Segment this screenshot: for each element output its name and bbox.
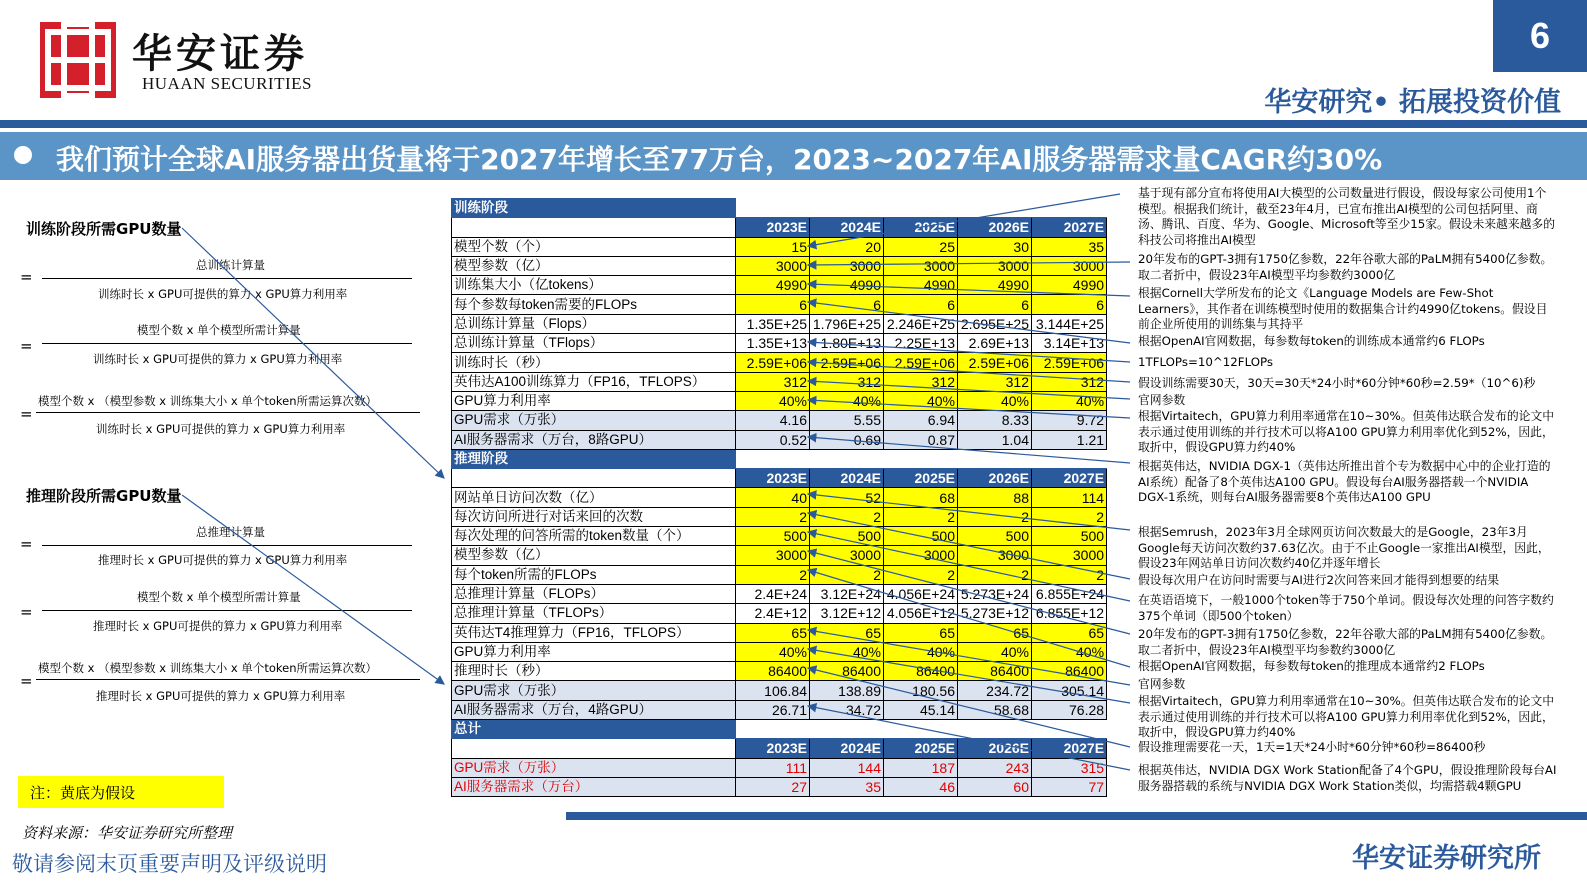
- assumption-note: 注：黄底为假设: [18, 776, 224, 808]
- table-cell: 40%: [810, 391, 884, 410]
- table-cell: 500: [736, 527, 810, 546]
- year-cell: 2027E: [1032, 218, 1107, 237]
- table-cell: 60: [958, 777, 1032, 796]
- footer-brand: 华安证券研究所: [1352, 843, 1541, 874]
- note-item: 1TFLOPs=10^12FLOPs: [1138, 355, 1274, 369]
- table-cell: 3000: [736, 546, 810, 565]
- table-cell: 312: [736, 372, 810, 391]
- row-label: AI服务器需求（万台）: [452, 777, 736, 796]
- table-cell: 2: [810, 507, 884, 526]
- note-item: 根据Semrush，2023年3月全球网页访问次数最大的是Google，23年3月Google每天访问次数约37.63亿次。由于不止Google一家推出AI模型，因此，假设23年网站单日访问次数约40亿并逐年增长: [1138, 525, 1550, 570]
- formula-denominator: 推理时长 x GPU可提供的算力 x GPU算力利用率: [96, 689, 346, 703]
- section-label: 训练阶段: [452, 199, 736, 218]
- formula-denominator: 训练时长 x GPU可提供的算力 x GPU算力利用率: [96, 422, 346, 436]
- table-cell: 2: [1032, 565, 1107, 584]
- table-cell: 500: [884, 527, 958, 546]
- inference-formula-heading: 推理阶段所需GPU数量: [26, 487, 182, 505]
- row-label: 英伟达A100训练算力（FP16，TFLOPS）: [452, 372, 736, 391]
- table-cell: 86400: [736, 662, 810, 681]
- table-cell: 2.59E+06: [810, 353, 884, 372]
- note-item: 根据Virtaitech，GPU算力利用率通常在10~30%。但英伟达联合发布的论文中表示通过使用训练的并行技术可以将A100 GPU算力利用率优化到52%，因此，取折中，假设GPU算力约40%: [1138, 409, 1555, 454]
- table-cell: 500: [1032, 527, 1107, 546]
- table-cell: 2.4E+24: [736, 584, 810, 603]
- table-cell: 6: [958, 295, 1032, 314]
- table-cell: 6.855E+12: [1032, 604, 1107, 623]
- note-item: 根据英伟达，NVIDIA DGX Work Station配备了4个GPU，假设推理阶段每台AI服务器搭载的系统与NVIDIA DGX Work Station类似，均需搭载4颗GPU: [1138, 763, 1557, 793]
- equals-sign: =: [20, 268, 33, 286]
- table-cell: 65: [736, 623, 810, 642]
- note-item: 假设训练需要30天，30天=30天*24小时*60分钟*60秒=2.59*（10^6)秒: [1138, 376, 1536, 390]
- formula-numerator: 模型个数 x 单个模型所需计算量: [137, 323, 301, 337]
- note-arrow: [808, 551, 1130, 634]
- table-cell: 40%: [884, 391, 958, 410]
- table-cell: 138.89: [810, 681, 884, 700]
- table-cell: 45.14: [884, 700, 958, 719]
- formula-numerator: 模型个数 x 单个模型所需计算量: [137, 590, 301, 604]
- row-label: GPU需求（万张）: [452, 681, 736, 700]
- table-cell: 2.59E+06: [736, 353, 810, 372]
- header-tagline: 华安研究• 拓展投资价值: [1264, 87, 1561, 118]
- table-cell: 3.144E+25: [1032, 314, 1107, 333]
- row-label: 总推理计算量（TFLOPs）: [452, 604, 736, 623]
- formula-numerator: 总推理计算量: [196, 525, 265, 539]
- year-cell: 2026E: [958, 218, 1032, 237]
- year-cell: 2023E: [736, 739, 810, 758]
- table-cell: 4.056E+12: [884, 604, 958, 623]
- table-cell: 3000: [958, 546, 1032, 565]
- row-label: 训练时长（秒）: [452, 353, 736, 372]
- table-cell: 106.84: [736, 681, 810, 700]
- table-cell: 2: [884, 565, 958, 584]
- table-cell: 243: [958, 758, 1032, 777]
- row-label: AI服务器需求（万台，8路GPU）: [452, 430, 736, 449]
- table-cell: 1.21: [1032, 430, 1107, 449]
- table-cell: 2: [884, 507, 958, 526]
- table-cell: 86400: [810, 662, 884, 681]
- year-cell: 2024E: [810, 739, 884, 758]
- year-cell: 2026E: [958, 739, 1032, 758]
- table-cell: 86400: [1032, 662, 1107, 681]
- table-cell: 65: [884, 623, 958, 642]
- year-cell: 2024E: [810, 218, 884, 237]
- row-label: 推理时长（秒）: [452, 662, 736, 681]
- table-cell: 4990: [1032, 276, 1107, 295]
- page-number: 6: [1493, 0, 1587, 72]
- note-item: 根据Virtaitech，GPU算力利用率通常在10~30%。但英伟达联合发布的论文中表示通过使用训练的并行技术可以将A100 GPU算力利用率优化到52%，因此，取折中，假设GPU算力约40%: [1138, 694, 1555, 739]
- table-cell: 40%: [1032, 642, 1107, 661]
- note-item: 根据Cornell大学所发布的论文《Language Models are Few-Shot Learners》，其作者在训练模型时使用的数据集合计约4990亿tokens。假设目前企业所使用的训练集与其持平: [1138, 286, 1548, 331]
- row-label: 训练集大小（亿tokens）: [452, 276, 736, 295]
- table-cell: 6: [810, 295, 884, 314]
- table-cell: 88: [958, 488, 1032, 507]
- table-cell: 114: [1032, 488, 1107, 507]
- table-cell: 5.55: [810, 411, 884, 430]
- note-arrow: [808, 494, 1130, 530]
- footer-divider: [566, 812, 1587, 820]
- table-cell: 4990: [810, 276, 884, 295]
- row-label: 模型参数（亿）: [452, 546, 736, 565]
- note-arrow: [808, 194, 1120, 246]
- note-arrow: [808, 262, 1130, 265]
- year-cell: 2026E: [958, 469, 1032, 488]
- year-cell: 2025E: [884, 218, 958, 237]
- year-cell: 2024E: [810, 469, 884, 488]
- equals-sign: =: [20, 603, 33, 621]
- table-cell: 1.80E+13: [810, 334, 884, 353]
- formula-numerator: 模型个数 x （模型参数 x 训练集大小 x 单个token所需运算次数）: [38, 394, 378, 408]
- row-label: GPU算力利用率: [452, 642, 736, 661]
- table-cell: 30: [958, 237, 1032, 256]
- note-item: 20年发布的GPT-3拥有1750亿参数，22年谷歌大部的PaLM拥有5400亿参数。取二者折中，假设23年AI模型平均参数约3000亿: [1138, 627, 1553, 657]
- note-arrow: [808, 284, 1130, 296]
- table-cell: 4.16: [736, 411, 810, 430]
- table-cell: 305.14: [1032, 681, 1107, 700]
- table-cell: 6: [736, 295, 810, 314]
- row-label: 网站单日访问次数（亿）: [452, 488, 736, 507]
- table-cell: 3000: [810, 546, 884, 565]
- table-cell: 0.87: [884, 430, 958, 449]
- row-label: 总推理计算量（FLOPs）: [452, 584, 736, 603]
- note-arrow: [808, 706, 1130, 770]
- table-cell: 312: [810, 372, 884, 391]
- row-label: 每次访问所进行对话来回的次数: [452, 507, 736, 526]
- table-cell: 40%: [810, 642, 884, 661]
- table-cell: 3000: [958, 256, 1032, 275]
- row-label: 每个token所需的FLOPs: [452, 565, 736, 584]
- row-label: GPU算力利用率: [452, 391, 736, 410]
- note-item: 根据OpenAI官网数据，每参数每token的训练成本通常约6 FLOPs: [1138, 334, 1485, 348]
- formula-numerator: 模型个数 x （模型参数 x 训练集大小 x 单个token所需运算次数）: [38, 661, 378, 675]
- equals-sign: =: [20, 405, 33, 423]
- equals-sign: =: [20, 535, 33, 553]
- table-cell: 2: [736, 565, 810, 584]
- equals-sign: =: [20, 672, 33, 690]
- table-cell: 6: [1032, 295, 1107, 314]
- table-cell: 1.35E+25: [736, 314, 810, 333]
- table-cell: 8.33: [958, 411, 1032, 430]
- section-label: 总计: [452, 720, 736, 739]
- table-cell: 40%: [736, 391, 810, 410]
- row-label: 每次处理的问答所需的token数量（个）: [452, 527, 736, 546]
- table-cell: 9.72: [1032, 411, 1107, 430]
- year-cell: 2023E: [736, 218, 810, 237]
- table-cell: 2.69E+13: [958, 334, 1032, 353]
- table-cell: 65: [1032, 623, 1107, 642]
- table-cell: 58.68: [958, 700, 1032, 719]
- table-cell: 3.12E+12: [810, 604, 884, 623]
- table-cell: 0.52: [736, 430, 810, 449]
- table-cell: 5.273E+12: [958, 604, 1032, 623]
- year-cell: 2023E: [736, 469, 810, 488]
- year-cell: 2025E: [884, 739, 958, 758]
- note-arrow: [808, 362, 1130, 382]
- table-cell: 0.69: [810, 430, 884, 449]
- note-item: 官网参数: [1138, 677, 1186, 691]
- table-cell: 27: [736, 777, 810, 796]
- row-label: GPU需求（万张）: [452, 758, 736, 777]
- table-cell: 40%: [958, 391, 1032, 410]
- formula-denominator: 推理时长 x GPU可提供的算力 x GPU算力利用率: [98, 553, 348, 567]
- table-cell: 2.695E+25: [958, 314, 1032, 333]
- table-cell: 65: [810, 623, 884, 642]
- note-item: 假设推理需要花一天，1天=1天*24小时*60分钟*60秒=86400秒: [1138, 740, 1486, 754]
- table-cell: 180.56: [884, 681, 958, 700]
- table-cell: 3000: [736, 256, 810, 275]
- row-label: 总训练计算量（Flops）: [452, 314, 736, 333]
- table-cell: 52: [810, 488, 884, 507]
- table-cell: 77: [1032, 777, 1107, 796]
- year-cell: 2027E: [1032, 739, 1107, 758]
- table-cell: 111: [736, 758, 810, 777]
- table-cell: 20: [810, 237, 884, 256]
- note-arrow: [808, 381, 1130, 399]
- table-cell: 1.04: [958, 430, 1032, 449]
- table-cell: 1.35E+13: [736, 334, 810, 353]
- source-note: 资料来源：华安证券研究所整理: [22, 824, 233, 842]
- table-cell: 3000: [810, 256, 884, 275]
- table-cell: 312: [958, 372, 1032, 391]
- table-cell: 35: [1032, 237, 1107, 256]
- table-cell: 76.28: [1032, 700, 1107, 719]
- table-cell: 2.25E+13: [884, 334, 958, 353]
- table-cell: 2.59E+06: [884, 353, 958, 372]
- equals-sign: =: [20, 337, 33, 355]
- table-cell: 2: [736, 507, 810, 526]
- table-cell: 34.72: [810, 700, 884, 719]
- table-cell: 3000: [884, 546, 958, 565]
- note-arrow: [808, 302, 1130, 343]
- note-item: 假设每次用户在访问时需要与AI进行2次问答来回才能得到想要的结果: [1138, 573, 1500, 587]
- table-cell: 500: [958, 527, 1032, 546]
- table-cell: 4990: [884, 276, 958, 295]
- formula-denominator: 训练时长 x GPU可提供的算力 x GPU算力利用率: [93, 352, 343, 366]
- table-cell: 46: [884, 777, 958, 796]
- table-cell: 2.4E+12: [736, 604, 810, 623]
- formula-numerator: 总训练计算量: [196, 258, 265, 272]
- note-item: 在英语语境下，一般1000个token等于750个单词。假设每次处理的问答字数约375个单词（即500个token）: [1138, 593, 1554, 623]
- table-cell: 4990: [958, 276, 1032, 295]
- table-cell: 6: [884, 295, 958, 314]
- table-cell: 15: [736, 237, 810, 256]
- table-cell: 26.71: [736, 700, 810, 719]
- logo-english-name: HUAAN SECURITIES: [142, 74, 312, 93]
- note-item: 根据OpenAI官网数据，每参数每token的推理成本通常约2 FLOPs: [1138, 659, 1485, 673]
- note-item: 官网参数: [1138, 393, 1186, 407]
- table-cell: 40%: [884, 642, 958, 661]
- table-cell: 5.273E+24: [958, 584, 1032, 603]
- formula-denominator: 推理时长 x GPU可提供的算力 x GPU算力利用率: [93, 619, 343, 633]
- table-cell: 312: [1032, 372, 1107, 391]
- row-label: 每个参数每token需要的FLOPs: [452, 295, 736, 314]
- row-label: 英伟达T4推理算力（FP16，TFLOPS）: [452, 623, 736, 642]
- table-cell: 40: [736, 488, 810, 507]
- note-arrow: [808, 513, 1130, 579]
- note-item: 根据英伟达，NVIDIA DGX-1（英伟达所推出首个专为数据中心中的企业打造的AI系统）配备了8个英伟达A100 GPU。假设每台AI服务器搭载一个NVIDIA DGX-1系统，则每台AI服务器需要8个英伟达A100 GPU: [1138, 459, 1551, 504]
- row-label: 总训练计算量（TFlops）: [452, 334, 736, 353]
- year-cell: 2027E: [1032, 469, 1107, 488]
- table-cell: 2: [810, 565, 884, 584]
- table-cell: 3.14E+13: [1032, 334, 1107, 353]
- table-cell: 3000: [1032, 256, 1107, 275]
- note-item: 20年发布的GPT-3拥有1750亿参数，22年谷歌大部的PaLM拥有5400亿参数。取二者折中，假设23年AI模型平均参数约3000亿: [1138, 252, 1553, 282]
- table-cell: 187: [884, 758, 958, 777]
- section-label: 推理阶段: [452, 449, 736, 468]
- table-cell: 3000: [884, 256, 958, 275]
- disclaimer-link[interactable]: 敬请参阅末页重要声明及评级说明: [12, 852, 327, 876]
- formula-arrow: [182, 228, 444, 478]
- table-cell: 40%: [1032, 391, 1107, 410]
- table-cell: 6.855E+24: [1032, 584, 1107, 603]
- table-cell: 1.796E+25: [810, 314, 884, 333]
- formula-arrow: [182, 495, 444, 684]
- table-cell: 2.59E+06: [958, 353, 1032, 372]
- note-arrow: [808, 437, 1130, 463]
- table-cell: 2.59E+06: [1032, 353, 1107, 372]
- table-cell: 86400: [958, 662, 1032, 681]
- table-cell: 3.12E+24: [810, 584, 884, 603]
- formula-denominator: 训练时长 x GPU可提供的算力 x GPU算力利用率: [98, 287, 348, 301]
- table-cell: 312: [884, 372, 958, 391]
- row-label: AI服务器需求（万台，4路GPU）: [452, 700, 736, 719]
- table-cell: 315: [1032, 758, 1107, 777]
- note-item: 基于现有部分宣布将使用AI大模型的公司数量进行假设，假设每家公司使用1个模型。根据我们统计，截至23年4月，已宣布推出AI模型的公司包括阿里、商汤、腾讯、百度、华为、Google、Microsoft等至少15家。假设未来越来越多的科技公司将推出AI模型: [1138, 186, 1556, 247]
- table-cell: 25: [884, 237, 958, 256]
- table-cell: 144: [810, 758, 884, 777]
- table-cell: 68: [884, 488, 958, 507]
- row-label: GPU需求（万张）: [452, 411, 736, 430]
- table-cell: 3000: [1032, 546, 1107, 565]
- logo-chinese-name: 华安证券: [132, 30, 308, 77]
- note-arrow: [808, 342, 1130, 362]
- note-arrow: [808, 668, 1130, 747]
- training-formula-heading: 训练阶段所需GPU数量: [26, 220, 182, 238]
- table-cell: 2: [1032, 507, 1107, 526]
- table-cell: 2.246E+25: [884, 314, 958, 333]
- slide-title: 我们预计全球AI服务器出货量将于2027年增长至77万台，2023~2027年AI服务器需求量CAGR约30%: [56, 143, 1383, 176]
- table-cell: 2: [958, 565, 1032, 584]
- table-cell: 40%: [736, 642, 810, 661]
- table-cell: 86400: [884, 662, 958, 681]
- table-cell: 234.72: [958, 681, 1032, 700]
- row-label: 模型参数（亿）: [452, 256, 736, 275]
- year-cell: 2025E: [884, 469, 958, 488]
- row-label: 模型个数（个）: [452, 237, 736, 256]
- table-cell: 65: [958, 623, 1032, 642]
- table-cell: 4990: [736, 276, 810, 295]
- note-arrow: [808, 400, 1130, 418]
- table-cell: 6.94: [884, 411, 958, 430]
- note-arrow: [808, 532, 1130, 601]
- note-arrow: [808, 570, 1130, 667]
- table-cell: 4.056E+24: [884, 584, 958, 603]
- table-cell: 2: [958, 507, 1032, 526]
- table-cell: 500: [810, 527, 884, 546]
- table-cell: 40%: [958, 642, 1032, 661]
- table-cell: 35: [810, 777, 884, 796]
